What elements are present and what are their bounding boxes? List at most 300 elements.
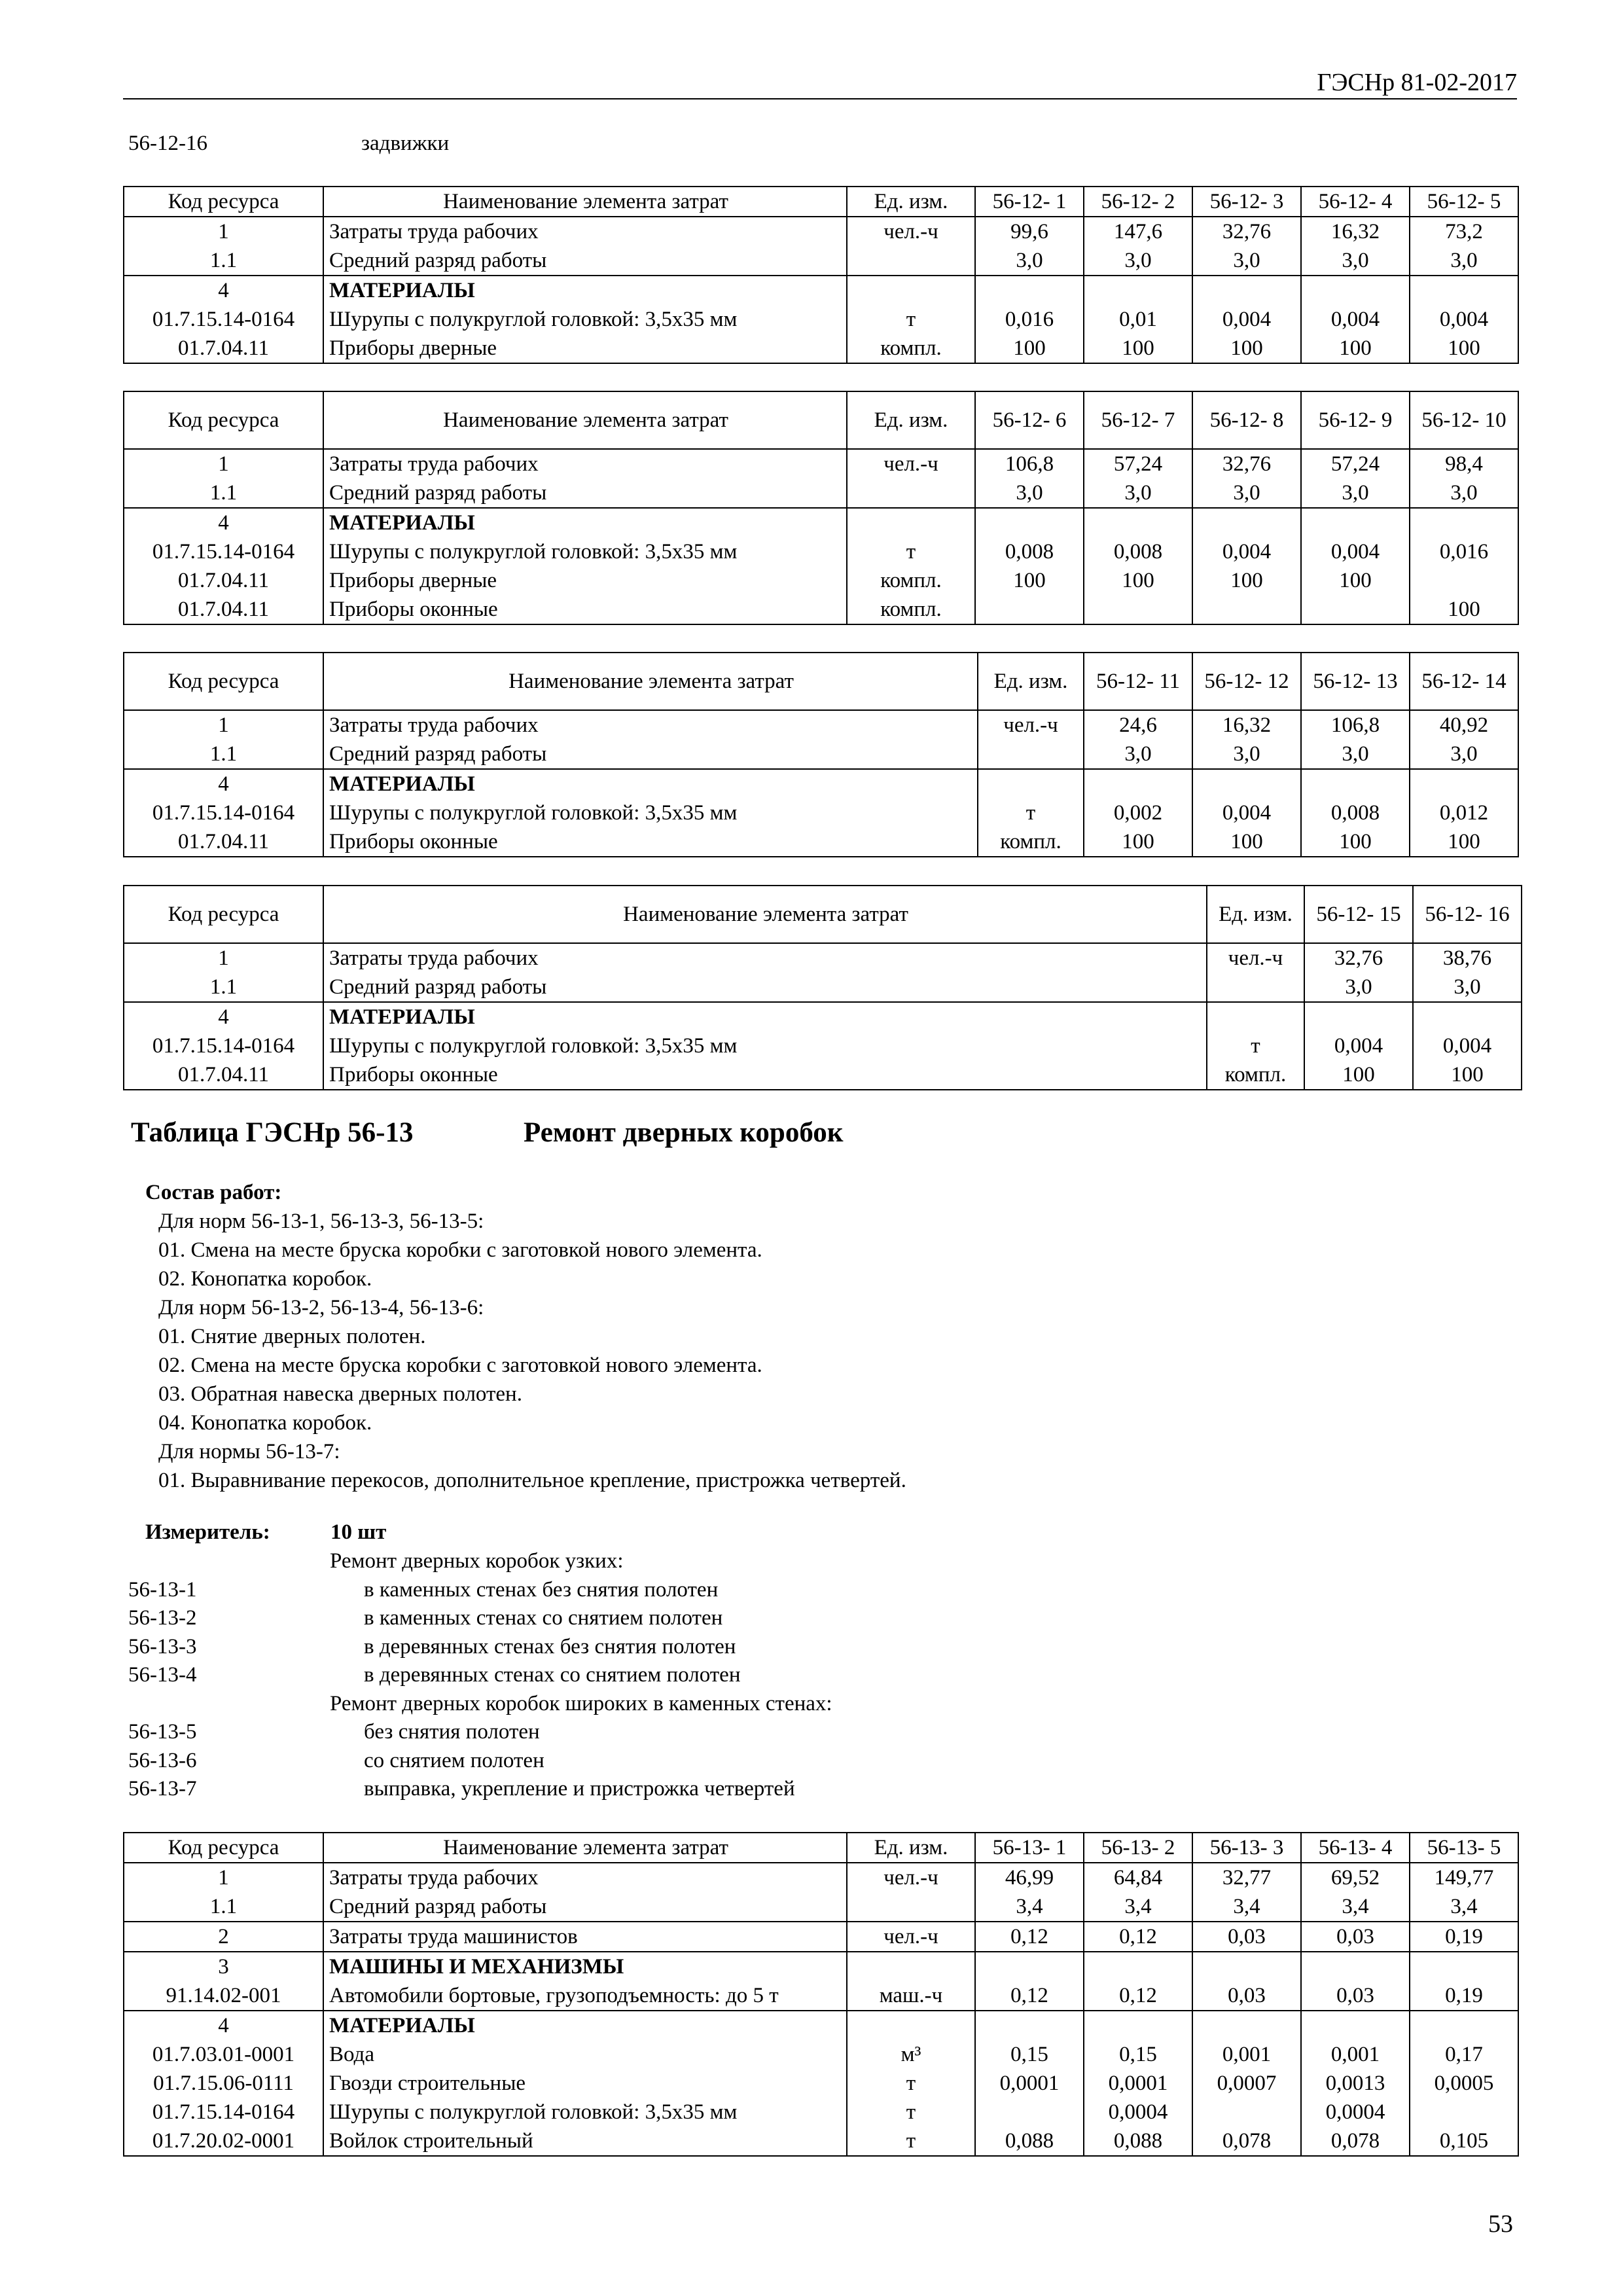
resource-name: МАТЕРИАЛЫ bbox=[323, 1002, 1207, 1031]
resource-code: 1 bbox=[124, 710, 323, 740]
resource-value: 0,004 bbox=[1301, 537, 1410, 566]
resource-value: 106,8 bbox=[975, 449, 1084, 478]
resource-value: 0,15 bbox=[975, 2040, 1084, 2069]
resource-code: 01.7.20.02-0001 bbox=[124, 2126, 323, 2156]
resource-code: 1 bbox=[124, 217, 323, 246]
table-row bbox=[124, 798, 1518, 827]
col-header-norm: 56-12- 8 bbox=[1192, 391, 1301, 449]
resource-value: 100 bbox=[1410, 334, 1518, 363]
resource-name: Шурупы с полукруглой головкой: 3,5х35 мм bbox=[323, 798, 978, 827]
table-row bbox=[124, 1863, 1518, 1892]
resource-value: 3,0 bbox=[1084, 740, 1192, 769]
composition-line: 02. Смена на месте бруска коробки с заготовкой нового элемента. bbox=[158, 1354, 762, 1377]
resource-unit: чел.-ч bbox=[847, 217, 975, 246]
table-row bbox=[124, 2126, 1518, 2156]
resource-unit bbox=[847, 1892, 975, 1922]
resource-code: 1.1 bbox=[124, 740, 323, 769]
table-row bbox=[124, 305, 1518, 334]
col-header-norm: 56-12- 13 bbox=[1301, 653, 1410, 710]
resource-name: Вода bbox=[323, 2040, 847, 2069]
resource-value: 0,0007 bbox=[1192, 2069, 1301, 2098]
resource-value: 3,4 bbox=[1084, 1892, 1192, 1922]
resource-unit: т bbox=[1207, 1031, 1304, 1060]
resource-value: 100 bbox=[975, 334, 1084, 363]
col-header-norm: 56-12- 9 bbox=[1301, 391, 1410, 449]
resource-code: 91.14.02-001 bbox=[124, 1981, 323, 2011]
resource-value: 32,76 bbox=[1304, 943, 1413, 973]
resource-value bbox=[1084, 769, 1192, 798]
resource-unit: маш.-ч bbox=[847, 1981, 975, 2011]
resource-unit bbox=[1207, 973, 1304, 1002]
resource-code: 4 bbox=[124, 2011, 323, 2040]
col-header-norm: 56-12- 1 bbox=[975, 187, 1084, 217]
col-header-code: Код ресурса bbox=[124, 391, 323, 449]
resource-name: Затраты труда рабочих bbox=[323, 943, 1207, 973]
resource-value bbox=[1410, 508, 1518, 537]
resource-name: Средний разряд работы bbox=[323, 973, 1207, 1002]
resource-value bbox=[1301, 2011, 1410, 2040]
section-code: 56-12-16 bbox=[128, 132, 207, 155]
resource-code: 1.1 bbox=[124, 973, 323, 1002]
table-row bbox=[124, 246, 1518, 276]
table-row bbox=[124, 769, 1518, 798]
resource-unit: т bbox=[978, 798, 1084, 827]
resource-value: 3,0 bbox=[1410, 740, 1518, 769]
resource-value: 32,76 bbox=[1192, 217, 1301, 246]
composition-line: 03. Обратная навеска дверных полотен. bbox=[158, 1382, 522, 1406]
resource-value bbox=[975, 2098, 1084, 2126]
resource-value: 3,0 bbox=[1084, 478, 1192, 508]
resource-value: 0,001 bbox=[1301, 2040, 1410, 2069]
resource-unit: чел.-ч bbox=[847, 1863, 975, 1892]
cost-table bbox=[123, 186, 1519, 364]
col-header-code: Код ресурса bbox=[124, 886, 323, 943]
norm-code: 56-13-6 bbox=[128, 1748, 197, 1772]
cost-table bbox=[123, 391, 1519, 625]
composition-lines bbox=[145, 1207, 906, 1495]
table-header-row bbox=[124, 187, 1518, 217]
page-number: 53 bbox=[1488, 2210, 1513, 2238]
resource-value: 3,0 bbox=[1192, 246, 1301, 276]
norm-code: 56-13-4 bbox=[128, 1663, 197, 1687]
resource-value bbox=[1084, 1952, 1192, 1981]
resource-value: 32,77 bbox=[1192, 1863, 1301, 1892]
resource-value: 3,0 bbox=[1413, 973, 1522, 1002]
resource-value: 100 bbox=[1192, 827, 1301, 857]
resource-value bbox=[1410, 2011, 1518, 2040]
resource-value: 100 bbox=[1301, 827, 1410, 857]
col-header-name: Наименование элемента затрат bbox=[323, 187, 847, 217]
resource-value bbox=[1192, 276, 1301, 305]
composition-line: Для норм 56-13-2, 56-13-4, 56-13-6: bbox=[158, 1296, 484, 1319]
resource-value bbox=[1192, 2098, 1301, 2126]
resource-value: 106,8 bbox=[1301, 710, 1410, 740]
resource-value bbox=[1301, 595, 1410, 624]
resource-code: 2 bbox=[124, 1922, 323, 1952]
resource-value bbox=[975, 1952, 1084, 1981]
resource-name: Затраты труда рабочих bbox=[323, 449, 847, 478]
resource-code: 01.7.15.14-0164 bbox=[124, 2098, 323, 2126]
resource-value: 3,0 bbox=[1192, 478, 1301, 508]
col-header-unit: Ед. изм. bbox=[1207, 886, 1304, 943]
resource-value: 0,12 bbox=[1084, 1981, 1192, 2011]
resource-value: 0,0004 bbox=[1301, 2098, 1410, 2126]
table-row bbox=[124, 2069, 1518, 2098]
col-header-norm: 56-12- 11 bbox=[1084, 653, 1192, 710]
table-row bbox=[124, 1981, 1518, 2011]
col-header-unit: Ед. изм. bbox=[847, 187, 975, 217]
resource-code: 4 bbox=[124, 769, 323, 798]
resource-value: 100 bbox=[1192, 334, 1301, 363]
table-row bbox=[124, 2040, 1518, 2069]
resource-value: 3,0 bbox=[1410, 478, 1518, 508]
resource-value bbox=[1410, 276, 1518, 305]
resource-code: 1 bbox=[124, 943, 323, 973]
resource-value: 0,19 bbox=[1410, 1922, 1518, 1952]
resource-name: Затраты труда рабочих bbox=[323, 710, 978, 740]
col-header-norm: 56-13- 4 bbox=[1301, 1833, 1410, 1863]
resource-value: 0,012 bbox=[1410, 798, 1518, 827]
norm-description: без снятия полотен bbox=[364, 1720, 540, 1744]
col-header-unit: Ед. изм. bbox=[847, 1833, 975, 1863]
resource-name: Приборы оконные bbox=[323, 595, 847, 624]
table-row bbox=[124, 710, 1518, 740]
resource-name: Шурупы с полукруглой головкой: 3,5х35 мм bbox=[323, 537, 847, 566]
table-row bbox=[124, 2011, 1518, 2040]
col-header-name: Наименование элемента затрат bbox=[323, 1833, 847, 1863]
col-header-norm: 56-12- 5 bbox=[1410, 187, 1518, 217]
resource-value bbox=[1301, 508, 1410, 537]
resource-value: 3,0 bbox=[975, 478, 1084, 508]
resource-unit: т bbox=[847, 2126, 975, 2156]
resource-value: 0,004 bbox=[1304, 1031, 1413, 1060]
resource-value: 0,008 bbox=[1084, 537, 1192, 566]
resource-value bbox=[1304, 1002, 1413, 1031]
resource-value: 0,03 bbox=[1301, 1922, 1410, 1952]
resource-value: 40,92 bbox=[1410, 710, 1518, 740]
col-header-norm: 56-13- 1 bbox=[975, 1833, 1084, 1863]
resource-value: 0,15 bbox=[1084, 2040, 1192, 2069]
table-row bbox=[124, 566, 1518, 595]
norm-code: 56-13-7 bbox=[128, 1777, 197, 1801]
table-row bbox=[124, 740, 1518, 769]
table-header-row bbox=[124, 1833, 1518, 1863]
composition-line: 01. Выравнивание перекосов, дополнительное крепление, пристрожка четвертей. bbox=[158, 1469, 906, 1492]
resource-unit: чел.-ч bbox=[978, 710, 1084, 740]
resource-unit bbox=[847, 508, 975, 537]
resource-value bbox=[1301, 1952, 1410, 1981]
work-composition bbox=[145, 1178, 906, 1495]
resource-value bbox=[1410, 1952, 1518, 1981]
col-header-code: Код ресурса bbox=[124, 653, 323, 710]
resource-value bbox=[975, 276, 1084, 305]
resource-value: 100 bbox=[1084, 827, 1192, 857]
resource-value: 0,105 bbox=[1410, 2126, 1518, 2156]
resource-value bbox=[975, 595, 1084, 624]
table-header-row bbox=[124, 391, 1518, 449]
resource-value: 0,004 bbox=[1192, 798, 1301, 827]
table-title-label: Таблица ГЭСНр 56-13 bbox=[131, 1117, 414, 1148]
resource-value: 57,24 bbox=[1084, 449, 1192, 478]
resource-name: МАТЕРИАЛЫ bbox=[323, 276, 847, 305]
table-row bbox=[124, 217, 1518, 246]
resource-value: 0,078 bbox=[1301, 2126, 1410, 2156]
resource-value: 32,76 bbox=[1192, 449, 1301, 478]
resource-value bbox=[1410, 566, 1518, 595]
resource-value: 0,0005 bbox=[1410, 2069, 1518, 2098]
resource-value: 100 bbox=[1301, 334, 1410, 363]
resource-value: 0,12 bbox=[1084, 1922, 1192, 1952]
resource-value: 0,088 bbox=[1084, 2126, 1192, 2156]
table-row bbox=[124, 943, 1522, 973]
resource-code: 1 bbox=[124, 1863, 323, 1892]
resource-value bbox=[975, 2011, 1084, 2040]
table-header-row bbox=[124, 886, 1522, 943]
table-row bbox=[124, 1922, 1518, 1952]
resource-unit bbox=[847, 246, 975, 276]
table-row bbox=[124, 1952, 1518, 1981]
resource-value: 100 bbox=[1413, 1060, 1522, 1090]
resource-name: Войлок строительный bbox=[323, 2126, 847, 2156]
resource-name: Шурупы с полукруглой головкой: 3,5х35 мм bbox=[323, 2098, 847, 2126]
resource-name: Затраты труда рабочих bbox=[323, 1863, 847, 1892]
resource-unit: м³ bbox=[847, 2040, 975, 2069]
resource-value: 0,078 bbox=[1192, 2126, 1301, 2156]
resource-name: Приборы оконные bbox=[323, 827, 978, 857]
col-header-norm: 56-12- 16 bbox=[1413, 886, 1522, 943]
resource-value: 0,004 bbox=[1410, 305, 1518, 334]
resource-value: 3,4 bbox=[1192, 1892, 1301, 1922]
resource-value bbox=[1192, 595, 1301, 624]
resource-value: 3,0 bbox=[1301, 478, 1410, 508]
col-header-norm: 56-13- 2 bbox=[1084, 1833, 1192, 1863]
col-header-norm: 56-12- 2 bbox=[1084, 187, 1192, 217]
resource-value bbox=[1192, 1952, 1301, 1981]
resource-name: Шурупы с полукруглой головкой: 3,5х35 мм bbox=[323, 305, 847, 334]
resource-unit: чел.-ч bbox=[847, 449, 975, 478]
resource-name: Средний разряд работы bbox=[323, 478, 847, 508]
table-row bbox=[124, 1002, 1522, 1031]
resource-name: Затраты труда машинистов bbox=[323, 1922, 847, 1952]
resource-value: 98,4 bbox=[1410, 449, 1518, 478]
norm-code: 56-13-5 bbox=[128, 1720, 197, 1744]
resource-name: Шурупы с полукруглой головкой: 3,5х35 мм bbox=[323, 1031, 1207, 1060]
resource-code: 01.7.15.14-0164 bbox=[124, 537, 323, 566]
composition-heading: Состав работ: bbox=[145, 1181, 282, 1204]
resource-name: Автомобили бортовые, грузоподъемность: до 5 т bbox=[323, 1981, 847, 2011]
resource-code: 4 bbox=[124, 508, 323, 537]
resource-value: 0,016 bbox=[975, 305, 1084, 334]
resource-value: 0,12 bbox=[975, 1922, 1084, 1952]
resource-value: 0,004 bbox=[1301, 305, 1410, 334]
resource-name: Приборы дверные bbox=[323, 566, 847, 595]
resource-unit: чел.-ч bbox=[847, 1922, 975, 1952]
composition-line: 01. Смена на месте бруска коробки с заготовкой нового элемента. bbox=[158, 1238, 762, 1262]
col-header-norm: 56-12- 6 bbox=[975, 391, 1084, 449]
resource-code: 1.1 bbox=[124, 478, 323, 508]
table-row bbox=[124, 2098, 1518, 2126]
resource-value: 0,002 bbox=[1084, 798, 1192, 827]
resource-value: 0,0013 bbox=[1301, 2069, 1410, 2098]
resource-code: 01.7.15.14-0164 bbox=[124, 798, 323, 827]
table-row bbox=[124, 595, 1518, 624]
composition-line: 04. Конопатка коробок. bbox=[158, 1411, 372, 1435]
table-row bbox=[124, 508, 1518, 537]
norm-description: выправка, укрепление и пристрожка четвертей bbox=[364, 1777, 795, 1801]
resource-value bbox=[1301, 276, 1410, 305]
col-header-norm: 56-12- 3 bbox=[1192, 187, 1301, 217]
resource-value: 0,03 bbox=[1192, 1981, 1301, 2011]
resource-value: 64,84 bbox=[1084, 1863, 1192, 1892]
table-row bbox=[124, 1031, 1522, 1060]
resource-value: 3,0 bbox=[975, 246, 1084, 276]
col-header-name: Наименование элемента затрат bbox=[323, 391, 847, 449]
resource-name: Приборы оконные bbox=[323, 1060, 1207, 1090]
resource-value bbox=[1084, 508, 1192, 537]
resource-value: 0,01 bbox=[1084, 305, 1192, 334]
resource-unit: чел.-ч bbox=[1207, 943, 1304, 973]
section-name: задвижки bbox=[361, 132, 450, 155]
table-row bbox=[124, 973, 1522, 1002]
resource-value bbox=[1192, 2011, 1301, 2040]
resource-unit: т bbox=[847, 305, 975, 334]
resource-code: 01.7.04.11 bbox=[124, 566, 323, 595]
resource-value: 99,6 bbox=[975, 217, 1084, 246]
resource-code: 01.7.04.11 bbox=[124, 595, 323, 624]
resource-value bbox=[1413, 1002, 1522, 1031]
resource-code: 01.7.04.11 bbox=[124, 1060, 323, 1090]
measure-label: Измеритель: bbox=[145, 1520, 270, 1544]
resource-unit: компл. bbox=[847, 566, 975, 595]
resource-value: 57,24 bbox=[1301, 449, 1410, 478]
measure-unit: 10 шт bbox=[330, 1520, 387, 1544]
resource-value: 69,52 bbox=[1301, 1863, 1410, 1892]
resource-code: 1 bbox=[124, 449, 323, 478]
cost-table bbox=[123, 1832, 1519, 2157]
resource-value: 3,0 bbox=[1192, 740, 1301, 769]
col-header-code: Код ресурса bbox=[124, 1833, 323, 1863]
col-header-norm: 56-13- 5 bbox=[1410, 1833, 1518, 1863]
col-header-unit: Ед. изм. bbox=[978, 653, 1084, 710]
resource-code: 01.7.04.11 bbox=[124, 334, 323, 363]
resource-value: 3,0 bbox=[1301, 246, 1410, 276]
table-row bbox=[124, 537, 1518, 566]
resource-unit: компл. bbox=[847, 595, 975, 624]
resource-unit bbox=[847, 1952, 975, 1981]
resource-value: 100 bbox=[1304, 1060, 1413, 1090]
table-row bbox=[124, 449, 1518, 478]
resource-unit: т bbox=[847, 537, 975, 566]
resource-value bbox=[1084, 2011, 1192, 2040]
col-header-norm: 56-12- 14 bbox=[1410, 653, 1518, 710]
table-row bbox=[124, 334, 1518, 363]
col-header-norm: 56-12- 12 bbox=[1192, 653, 1301, 710]
resource-name: Средний разряд работы bbox=[323, 246, 847, 276]
resource-value: 3,0 bbox=[1304, 973, 1413, 1002]
resource-value: 100 bbox=[1301, 566, 1410, 595]
resource-name: Средний разряд работы bbox=[323, 1892, 847, 1922]
resource-value: 0,008 bbox=[1301, 798, 1410, 827]
resource-code: 1.1 bbox=[124, 246, 323, 276]
resource-value: 73,2 bbox=[1410, 217, 1518, 246]
resource-name: МАШИНЫ И МЕХАНИЗМЫ bbox=[323, 1952, 847, 1981]
resource-unit: т bbox=[847, 2098, 975, 2126]
resource-unit bbox=[847, 2011, 975, 2040]
resource-name: Средний разряд работы bbox=[323, 740, 978, 769]
resource-unit bbox=[978, 740, 1084, 769]
resource-name: Приборы дверные bbox=[323, 334, 847, 363]
resource-name: Затраты труда рабочих bbox=[323, 217, 847, 246]
resource-value: 0,004 bbox=[1413, 1031, 1522, 1060]
resource-value bbox=[1410, 769, 1518, 798]
composition-line: 02. Конопатка коробок. bbox=[158, 1267, 372, 1291]
resource-unit bbox=[847, 276, 975, 305]
table-row bbox=[124, 1892, 1518, 1922]
resource-unit bbox=[978, 769, 1084, 798]
resource-unit: компл. bbox=[1207, 1060, 1304, 1090]
resource-value bbox=[1301, 769, 1410, 798]
resource-value: 0,016 bbox=[1410, 537, 1518, 566]
resource-code: 01.7.15.14-0164 bbox=[124, 305, 323, 334]
resource-code: 4 bbox=[124, 276, 323, 305]
resource-code: 01.7.15.06-0111 bbox=[124, 2069, 323, 2098]
norm-group-title: Ремонт дверных коробок широких в каменных стенах: bbox=[330, 1691, 832, 1715]
norm-description: в деревянных стенах без снятия полотен bbox=[364, 1634, 736, 1659]
resource-value: 0,0001 bbox=[975, 2069, 1084, 2098]
col-header-name: Наименование элемента затрат bbox=[323, 886, 1207, 943]
resource-value: 24,6 bbox=[1084, 710, 1192, 740]
resource-value: 0,19 bbox=[1410, 1981, 1518, 2011]
col-header-name: Наименование элемента затрат bbox=[323, 653, 978, 710]
table-row bbox=[124, 478, 1518, 508]
norm-group-title: Ремонт дверных коробок узких: bbox=[330, 1549, 624, 1573]
resource-value: 147,6 bbox=[1084, 217, 1192, 246]
resource-value: 3,0 bbox=[1410, 246, 1518, 276]
resource-code: 3 bbox=[124, 1952, 323, 1981]
resource-value: 0,17 bbox=[1410, 2040, 1518, 2069]
resource-name: МАТЕРИАЛЫ bbox=[323, 769, 978, 798]
resource-code: 1.1 bbox=[124, 1892, 323, 1922]
resource-value: 16,32 bbox=[1192, 710, 1301, 740]
table-title bbox=[131, 1115, 844, 1151]
col-header-code: Код ресурса bbox=[124, 187, 323, 217]
table-row bbox=[124, 276, 1518, 305]
cost-table bbox=[123, 885, 1522, 1090]
col-header-norm: 56-12- 7 bbox=[1084, 391, 1192, 449]
resource-unit: компл. bbox=[978, 827, 1084, 857]
resource-value: 0,03 bbox=[1301, 1981, 1410, 2011]
resource-value: 0,001 bbox=[1192, 2040, 1301, 2069]
resource-value: 149,77 bbox=[1410, 1863, 1518, 1892]
resource-value: 46,99 bbox=[975, 1863, 1084, 1892]
table-header-row bbox=[124, 653, 1518, 710]
norm-description: со снятием полотен bbox=[364, 1748, 544, 1772]
norm-description: в каменных стенах со снятием полотен bbox=[364, 1606, 723, 1630]
resource-value: 0,0004 bbox=[1084, 2098, 1192, 2126]
resource-value: 16,32 bbox=[1301, 217, 1410, 246]
resource-value bbox=[1084, 276, 1192, 305]
resource-unit: т bbox=[847, 2069, 975, 2098]
resource-code: 01.7.04.11 bbox=[124, 827, 323, 857]
resource-unit: компл. bbox=[847, 334, 975, 363]
resource-value: 100 bbox=[1084, 334, 1192, 363]
resource-value: 3,4 bbox=[1301, 1892, 1410, 1922]
resource-value bbox=[1410, 2098, 1518, 2126]
resource-value bbox=[975, 508, 1084, 537]
resource-value: 0,008 bbox=[975, 537, 1084, 566]
resource-value: 100 bbox=[1410, 595, 1518, 624]
col-header-norm: 56-12- 4 bbox=[1301, 187, 1410, 217]
